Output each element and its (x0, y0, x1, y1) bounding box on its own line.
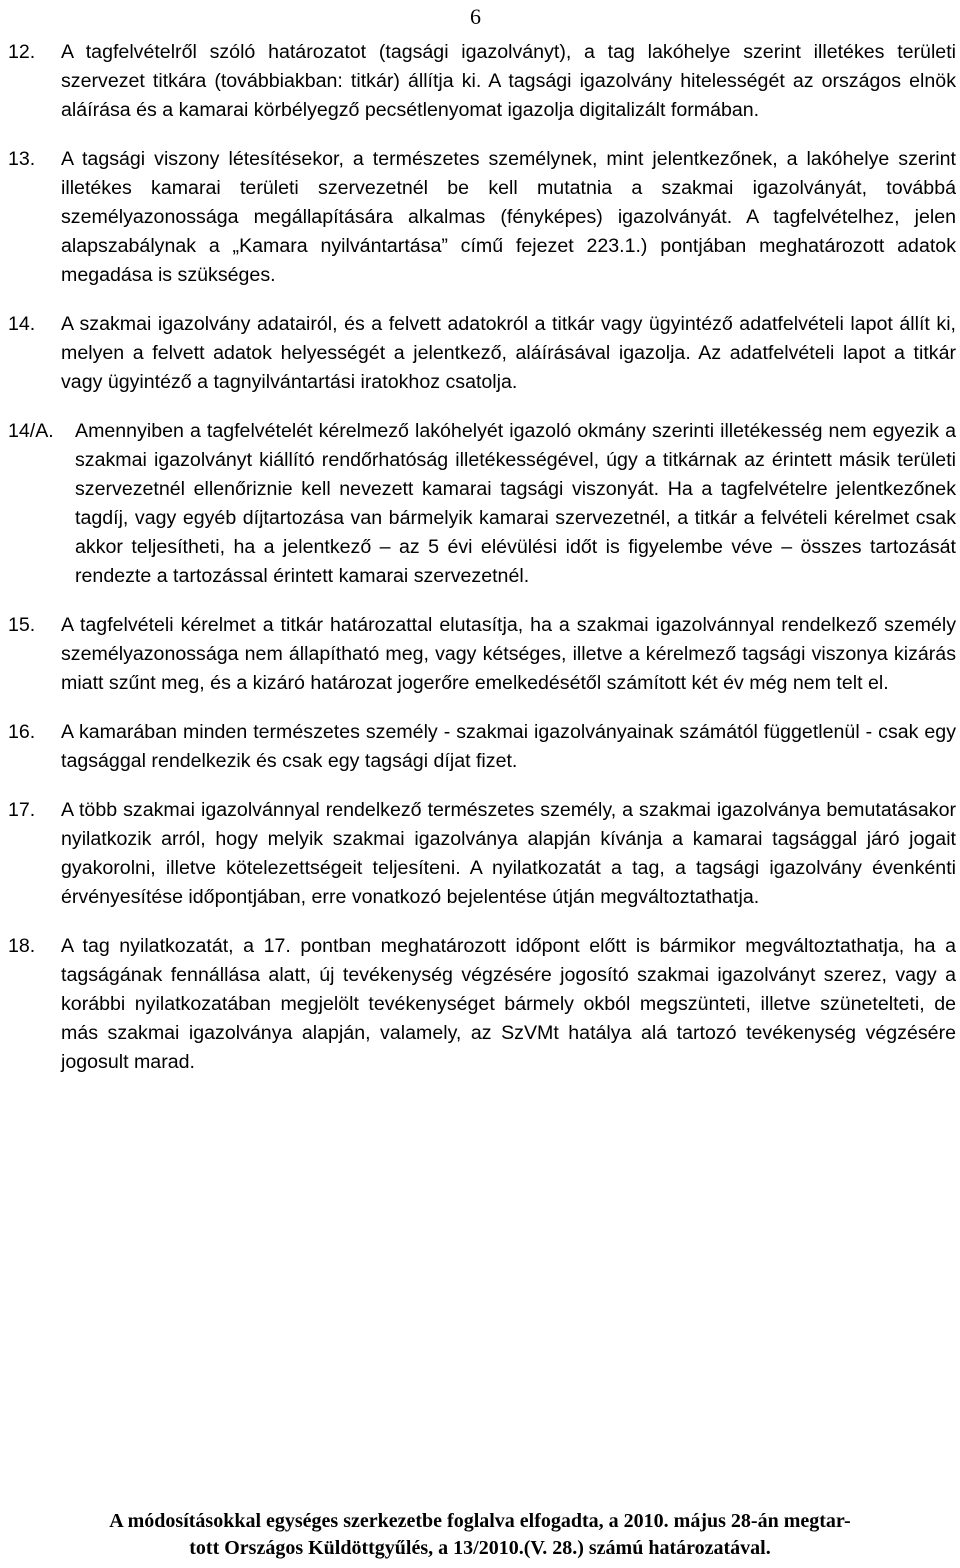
paragraph-text: A több szakmai igazolvánnyal rendelkező természetes személy, a szakmai igazolványa bemutatásakor nyilatkozik arról, hogy melyik szakmai igazolványa alapján kívánja a kamarai tagsággal járó jogait gyakorolni, illetve kötelezettségeit teljesíteni. A nyilatkozatát a tag, a tagsági igazolvány évenkénti érvényesítése időpontjában, erre vonatkozó bejelentése útján megváltoztathatja. (61, 799, 956, 908)
paragraph-text: A tagfelvételi kérelmet a titkár határozattal elutasítja, ha a szakmai igazolvánnyal rendelkező személy személyazonossága nem állapítható meg, vagy kétséges, illetve a kérelmező tagsági viszonya kizárás miatt szűnt meg, és a kizáró határozat jogerőre emelkedésétől számított két év még nem telt el. (61, 614, 956, 694)
page-footer (0, 1508, 960, 1562)
paragraph-13 (8, 145, 956, 290)
paragraph-number: 14/A. (8, 420, 54, 442)
paragraph-14a (8, 417, 956, 591)
paragraph-number: 13. (8, 148, 36, 170)
paragraph-text: Amennyiben a tagfelvételét kérelmező lakóhelyét igazoló okmány szerinti illetékesség nem egyezik a szakmai igazolványt kiállító rendőrhatóság illetékességével, úgy a titkárnak az érintett másik területi szervezetnél ellenőriznie kell nevezett kamarai tagsági viszonyát. Ha a tagfelvételre jelentkezőnek tagdíj, vagy egyéb díjtartozása van bármelyik kamarai szervezetnél, a titkár a felvételi kérelmet csak akkor teljesítheti, ha a jelentkező – az 5 évi elévülési időt is figyelembe véve – összes tartozását rendezte a tartozással érintett kamarai szervezetnél. (75, 420, 956, 587)
paragraph-number: 12. (8, 41, 36, 63)
document-body (8, 38, 956, 1097)
paragraph-17 (8, 796, 956, 912)
footer-line-2: tott Országos Küldöttgyűlés, a 13/2010.(V. 28.) számú határozatával. (189, 1537, 771, 1559)
paragraph-number: 16. (8, 721, 36, 743)
paragraph-number: 18. (8, 935, 36, 957)
paragraph-16 (8, 718, 956, 776)
paragraph-15 (8, 611, 956, 698)
paragraph-number: 15. (8, 614, 36, 636)
paragraph-18 (8, 932, 956, 1077)
paragraph-text: A tag nyilatkozatát, a 17. pontban meghatározott időpont előtt is bármikor megváltoztathatja, ha a tagságának fennállása alatt, új tevékenység végzésére jogosító szakmai igazolványt szerez, vagy a korábbi nyilatkozatában megjelölt tevékenységet bármely okból megszünteti, illetve szünetelteti, de más szakmai igazolványa alapján, valamely, az SzVMt hatálya alá tartozó tevékenység végzésére jogosult marad. (61, 935, 956, 1073)
paragraph-14 (8, 310, 956, 397)
paragraph-text: A szakmai igazolvány adatairól, és a felvett adatokról a titkár vagy ügyintéző adatfelvételi lapot állít ki, melyen a felvett adatok helyességét a jelentkező, aláírásával igazolja. Az adatfelvételi lapot a titkár vagy ügyintéző a tagnyilvántartási iratokhoz csatolja. (61, 313, 956, 393)
paragraph-text: A kamarában minden természetes személy - szakmai igazolványainak számától függetlenül - csak egy tagsággal rendelkezik és csak egy tagsági díjat fizet. (61, 721, 956, 772)
paragraph-12 (8, 38, 956, 125)
paragraph-number: 17. (8, 799, 36, 821)
page-number: 6 (470, 4, 481, 29)
paragraph-text: A tagfelvételről szóló határozatot (tagsági igazolványt), a tag lakóhelye szerint illetékes területi szervezet titkára (továbbiakban: titkár) állítja ki. A tagsági igazolvány hitelességét az országos elnök aláírása és a kamarai körbélyegző pecsétlenyomat igazolja digitalizált formában. (61, 41, 956, 121)
paragraph-number: 14. (8, 313, 36, 335)
footer-line-1: A módosításokkal egységes szerkezetbe foglalva elfogadta, a 2010. május 28-án megtar- (109, 1510, 851, 1532)
paragraph-text: A tagsági viszony létesítésekor, a természetes személynek, mint jelentkezőnek, a lakóhelye szerint illetékes kamarai területi szervezetnél be kell mutatnia a szakmai igazolványát, továbbá személyazonossága megállapítására alkalmas (fényképes) igazolványát. A tagfelvételhez, jelen alapszabálynak a „Kamara nyilvántartása” című fejezet 223.1.) pontjában meghatározott adatok megadása is szükséges. (61, 148, 956, 286)
